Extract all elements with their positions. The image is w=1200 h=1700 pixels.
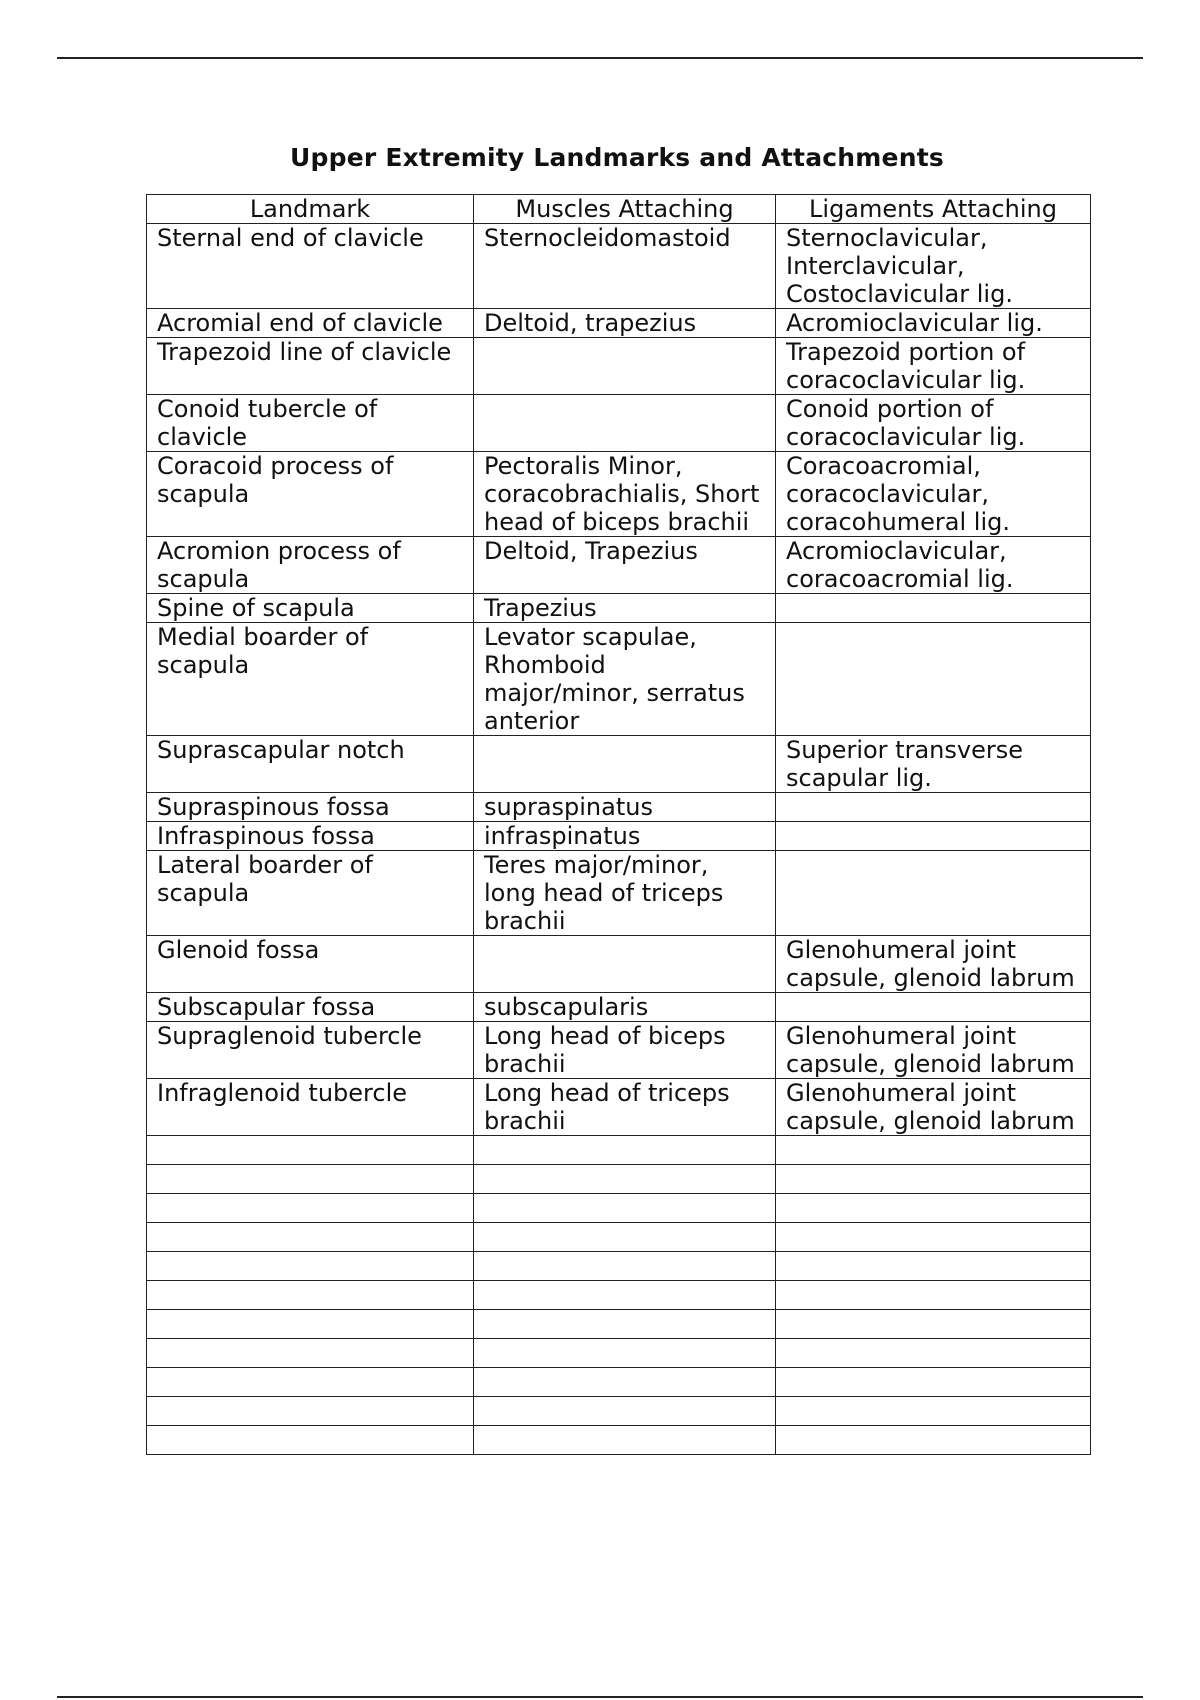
cell-ligaments xyxy=(776,822,1091,851)
table-row xyxy=(147,1022,1091,1079)
cell-muscles xyxy=(474,338,776,395)
cell-ligaments: Acromioclavicular lig. xyxy=(776,309,1091,338)
cell-landmark xyxy=(147,1310,474,1339)
cell-landmark: Lateral boarder of scapula xyxy=(147,851,474,936)
cell-landmark xyxy=(147,1223,474,1252)
cell-muscles: Long head of triceps brachii xyxy=(474,1079,776,1136)
cell-ligaments: Glenohumeral joint capsule, glenoid labrum xyxy=(776,1079,1091,1136)
cell-landmark xyxy=(147,1136,474,1165)
cell-ligaments: Conoid portion of coracoclavicular lig. xyxy=(776,395,1091,452)
cell-ligaments xyxy=(776,793,1091,822)
column-header-ligaments: Ligaments Attaching xyxy=(776,195,1091,224)
table-row xyxy=(147,1426,1091,1455)
cell-muscles: supraspinatus xyxy=(474,793,776,822)
table-row xyxy=(147,395,1091,452)
cell-ligaments xyxy=(776,851,1091,936)
cell-muscles xyxy=(474,736,776,793)
cell-muscles xyxy=(474,1426,776,1455)
cell-landmark xyxy=(147,1194,474,1223)
cell-ligaments xyxy=(776,1165,1091,1194)
cell-ligaments xyxy=(776,1252,1091,1281)
cell-ligaments: Glenohumeral joint capsule, glenoid labrum xyxy=(776,936,1091,993)
cell-landmark: Subscapular fossa xyxy=(147,993,474,1022)
cell-landmark: Trapezoid line of clavicle xyxy=(147,338,474,395)
attachments-table xyxy=(146,194,1091,1455)
table-row xyxy=(147,537,1091,594)
cell-ligaments xyxy=(776,594,1091,623)
cell-landmark: Acromion process of scapula xyxy=(147,537,474,594)
column-header-landmark: Landmark xyxy=(147,195,474,224)
table-row xyxy=(147,623,1091,736)
cell-ligaments xyxy=(776,1426,1091,1455)
cell-landmark xyxy=(147,1397,474,1426)
cell-muscles: Deltoid, Trapezius xyxy=(474,537,776,594)
cell-landmark xyxy=(147,1368,474,1397)
cell-ligaments xyxy=(776,1310,1091,1339)
footer-rule xyxy=(57,1696,1143,1698)
table-row xyxy=(147,594,1091,623)
cell-ligaments xyxy=(776,1368,1091,1397)
cell-landmark: Infraspinous fossa xyxy=(147,822,474,851)
table-row xyxy=(147,338,1091,395)
table-row xyxy=(147,452,1091,537)
cell-ligaments xyxy=(776,623,1091,736)
cell-muscles: Deltoid, trapezius xyxy=(474,309,776,338)
cell-ligaments xyxy=(776,993,1091,1022)
cell-muscles: Sternocleidomastoid xyxy=(474,224,776,309)
table-row xyxy=(147,1368,1091,1397)
table-row xyxy=(147,1339,1091,1368)
cell-landmark: Sternal end of clavicle xyxy=(147,224,474,309)
cell-muscles: infraspinatus xyxy=(474,822,776,851)
cell-muscles: Long head of biceps brachii xyxy=(474,1022,776,1079)
cell-landmark: Coracoid process of scapula xyxy=(147,452,474,537)
cell-muscles xyxy=(474,1281,776,1310)
cell-ligaments xyxy=(776,1136,1091,1165)
cell-ligaments xyxy=(776,1397,1091,1426)
cell-ligaments xyxy=(776,1223,1091,1252)
table-row xyxy=(147,1079,1091,1136)
cell-ligaments xyxy=(776,1194,1091,1223)
cell-ligaments: Glenohumeral joint capsule, glenoid labrum xyxy=(776,1022,1091,1079)
table-row xyxy=(147,1223,1091,1252)
cell-muscles: Teres major/minor, long head of triceps brachii xyxy=(474,851,776,936)
table-row xyxy=(147,793,1091,822)
cell-ligaments: Superior transverse scapular lig. xyxy=(776,736,1091,793)
cell-landmark: Acromial end of clavicle xyxy=(147,309,474,338)
table-row xyxy=(147,1252,1091,1281)
cell-landmark xyxy=(147,1339,474,1368)
cell-landmark xyxy=(147,1252,474,1281)
cell-muscles xyxy=(474,1397,776,1426)
table-row xyxy=(147,224,1091,309)
cell-muscles: Pectoralis Minor, coracobrachialis, Short head of biceps brachii xyxy=(474,452,776,537)
cell-muscles: Trapezius xyxy=(474,594,776,623)
table-row xyxy=(147,1397,1091,1426)
cell-landmark: Spine of scapula xyxy=(147,594,474,623)
cell-landmark: Conoid tubercle of clavicle xyxy=(147,395,474,452)
cell-muscles xyxy=(474,1165,776,1194)
cell-muscles xyxy=(474,395,776,452)
cell-muscles xyxy=(474,1223,776,1252)
cell-muscles xyxy=(474,1368,776,1397)
table-row xyxy=(147,993,1091,1022)
cell-muscles xyxy=(474,1252,776,1281)
table-row xyxy=(147,1310,1091,1339)
table-row xyxy=(147,851,1091,936)
cell-muscles xyxy=(474,1194,776,1223)
cell-ligaments: Trapezoid portion of coracoclavicular lig. xyxy=(776,338,1091,395)
cell-ligaments xyxy=(776,1281,1091,1310)
table-row xyxy=(147,1165,1091,1194)
cell-muscles xyxy=(474,1339,776,1368)
table-row xyxy=(147,736,1091,793)
cell-muscles xyxy=(474,1310,776,1339)
cell-muscles xyxy=(474,936,776,993)
cell-muscles xyxy=(474,1136,776,1165)
cell-landmark xyxy=(147,1281,474,1310)
cell-ligaments: Coracoacromial, coracoclavicular, coracohumeral lig. xyxy=(776,452,1091,537)
table-row xyxy=(147,309,1091,338)
table-header-row xyxy=(147,195,1091,224)
cell-landmark: Glenoid fossa xyxy=(147,936,474,993)
cell-landmark xyxy=(147,1426,474,1455)
column-header-muscles: Muscles Attaching xyxy=(474,195,776,224)
table-row xyxy=(147,1194,1091,1223)
table-row xyxy=(147,936,1091,993)
table-row xyxy=(147,822,1091,851)
cell-landmark: Medial boarder of scapula xyxy=(147,623,474,736)
cell-muscles: subscapularis xyxy=(474,993,776,1022)
document-title: Upper Extremity Landmarks and Attachments xyxy=(290,143,944,172)
cell-landmark: Supraglenoid tubercle xyxy=(147,1022,474,1079)
table-row xyxy=(147,1136,1091,1165)
cell-landmark: Suprascapular notch xyxy=(147,736,474,793)
cell-muscles: Levator scapulae, Rhomboid major/minor, serratus anterior xyxy=(474,623,776,736)
cell-ligaments: Acromioclavicular, coracoacromial lig. xyxy=(776,537,1091,594)
cell-ligaments xyxy=(776,1339,1091,1368)
cell-ligaments: Sternoclavicular, Interclavicular, Costoclavicular lig. xyxy=(776,224,1091,309)
header-rule xyxy=(57,57,1143,59)
cell-landmark xyxy=(147,1165,474,1194)
table-row xyxy=(147,1281,1091,1310)
cell-landmark: Infraglenoid tubercle xyxy=(147,1079,474,1136)
cell-landmark: Supraspinous fossa xyxy=(147,793,474,822)
